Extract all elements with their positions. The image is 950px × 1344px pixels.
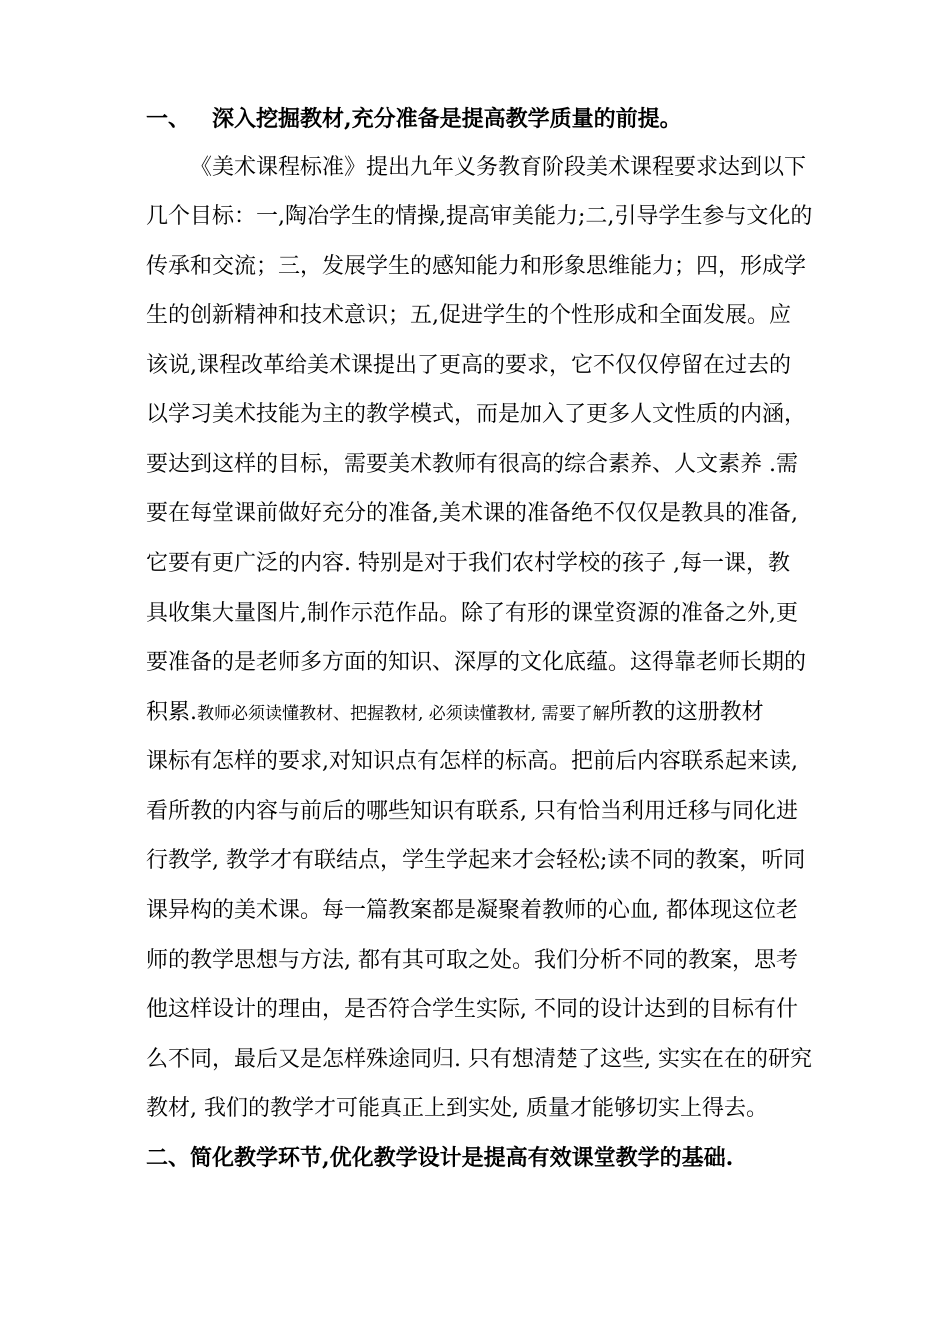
paragraph-line-end: 所教的这册教材 [609,700,764,725]
paragraph-line: 具收集大量图片,制作示范作品。除了有形的课堂资源的准备之外,更 [146,601,798,626]
paragraph-line: 它要有更广泛的内容. 特别是对于我们农村学校的孩子 ,每一课，教 [146,551,790,576]
paragraph-line-start: 积累. [146,700,197,725]
paragraph-line: 生的创新精神和技术意识；五,促进学生的个性形成和全面发展。应 [146,303,791,328]
section-heading-1-text: 深入挖掘教材,充分准备是提高教学质量的前提。 [212,106,682,132]
paragraph-line: 该说,课程改革给美术课提出了更高的要求，它不仅仅停留在过去的 [146,353,791,378]
paragraph-line: 要达到这样的目标，需要美术教师有很高的综合素养、人文素养 .需 [146,452,798,477]
paragraph-line: 课异构的美术课。每一篇教案都是凝聚着教师的心血, 都体现这位老 [146,898,798,923]
section-heading-2: 二、简化教学环节,优化教学设计是提高有效课堂教学的基础. [146,1145,734,1171]
paragraph-line: 行教学, 教学才有联结点，学生学起来才会轻松;读不同的教案，听同 [146,848,806,873]
paragraph-line: 看所教的内容与前后的哪些知识有联系, 只有恰当利用迁移与同化进 [146,799,798,824]
paragraph-line: 师的教学思想与方法, 都有其可取之处。我们分析不同的教案，思考 [146,948,798,973]
paragraph-line: 课标有怎样的要求,对知识点有怎样的标高。把前后内容联系起来读, [146,749,798,774]
paragraph-line: 么不同，最后又是怎样殊途同归. 只有想清楚了这些, 实实在在的研究 [146,1047,812,1072]
section-heading-1 [146,104,682,134]
paragraph-line-mixed [146,698,764,729]
paragraph-line: 以学习美术技能为主的教学模式，而是加入了更多人文性质的内涵， [146,402,807,427]
paragraph-line: 他这样设计的理由，是否符合学生实际, 不同的设计达到的目标有什 [146,997,798,1022]
paragraph-line: 要准备的是老师多方面的知识、深厚的文化底蕴。这得靠老师长期的 [146,650,807,675]
section-heading-1-number: 一、 [146,106,191,132]
paragraph-line: 几个目标：一,陶冶学生的情操,提高审美能力;二,引导学生参与文化的 [146,204,813,229]
paragraph-line: 要在每堂课前做好充分的准备,美术课的准备绝不仅仅是教具的准备, [146,501,798,526]
paragraph-line: 传承和交流；三，发展学生的感知能力和形象思维能力；四，形成学 [146,254,807,279]
paragraph-line-small-text: 教师必须读懂教材、把握教材, 必须读懂教材, 需要了解 [197,704,610,724]
paragraph-line: 教材, 我们的教学才可能真正上到实处, 质量才能够切实上得去。 [146,1096,768,1121]
paragraph-line: 《美术课程标准》提出九年义务教育阶段美术课程要求达到以下 [190,155,807,180]
